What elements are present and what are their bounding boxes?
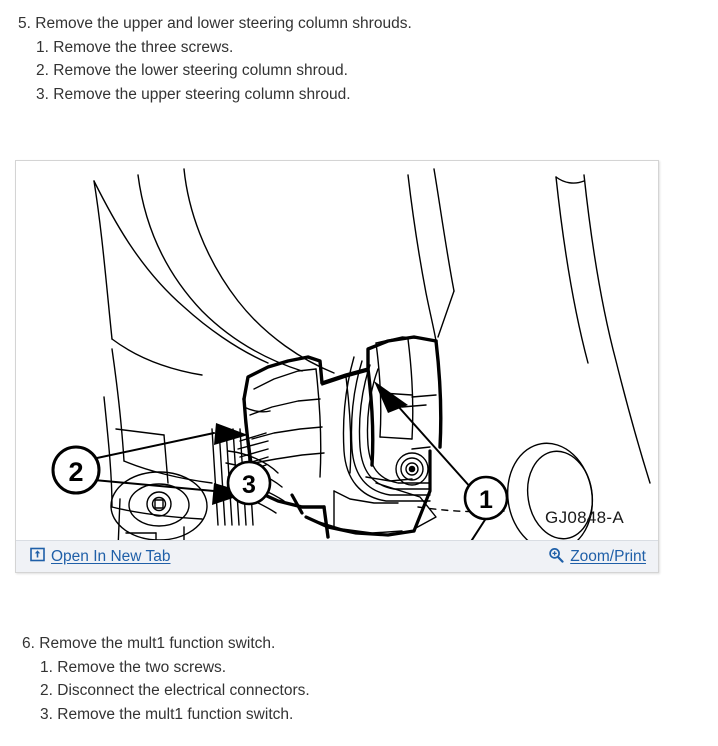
step-5-number: 5. <box>18 15 31 32</box>
instruction-block-bottom <box>0 620 310 726</box>
callout-3-group <box>228 462 270 504</box>
step-6-substep-1-text: Remove the two screws. <box>57 658 227 676</box>
external-link-icon <box>30 547 45 567</box>
figure-reference-code: GJ0848-A <box>545 508 624 527</box>
figure-toolbar <box>16 540 658 572</box>
step-6-substeps <box>22 656 310 727</box>
step-6-substep-3 <box>22 703 310 727</box>
step-5-substep-3-number: 3. <box>36 85 49 103</box>
instruction-block-top <box>0 0 718 106</box>
step-6-substep-1 <box>22 656 310 680</box>
callout-1-group <box>465 477 507 519</box>
step-5-substep-2-text: Remove the lower steering column shroud. <box>53 62 348 80</box>
step-5-substep-2-number: 2. <box>36 62 49 80</box>
step-5 <box>18 12 718 36</box>
step-5-substep-1 <box>18 36 718 60</box>
svg-text:2: 2 <box>68 457 84 487</box>
step-5-substep-1-number: 1. <box>36 38 49 56</box>
svg-text:1: 1 <box>479 486 493 514</box>
step-6 <box>22 632 310 656</box>
step-5-substep-1-text: Remove the three screws. <box>53 38 234 56</box>
step-5-substep-3-text: Remove the upper steering column shroud. <box>53 85 351 103</box>
step-5-substeps <box>18 36 718 107</box>
zoom-print-button[interactable] <box>548 541 646 573</box>
step-5-text: Remove the upper and lower steering column shrouds. <box>35 15 412 32</box>
step-6-substep-2-text: Disconnect the electrical connectors. <box>57 682 310 700</box>
step-6-text: Remove the mult1 function switch. <box>39 635 276 652</box>
steering-column-diagram <box>16 161 658 540</box>
step-5-substep-3 <box>18 83 718 107</box>
step-6-substep-3-text: Remove the mult1 function switch. <box>57 705 294 723</box>
open-in-new-tab-button[interactable] <box>30 541 170 573</box>
svg-text:3: 3 <box>242 471 256 499</box>
step-5-substep-2 <box>18 59 718 83</box>
step-6-number: 6. <box>22 635 35 652</box>
open-in-new-tab-label: Open In New Tab <box>51 548 171 565</box>
step-6-substep-3-number: 3. <box>40 705 53 723</box>
figure-panel <box>15 160 659 573</box>
step-6-substep-2 <box>22 679 310 703</box>
magnifier-plus-icon <box>548 547 564 568</box>
callout-2-group <box>53 447 99 493</box>
figure-line-drawing <box>16 161 658 540</box>
step-6-substep-2-number: 2. <box>40 682 53 700</box>
step-6-substep-1-number: 1. <box>40 658 53 676</box>
zoom-print-label: Zoom/Print <box>570 548 646 565</box>
